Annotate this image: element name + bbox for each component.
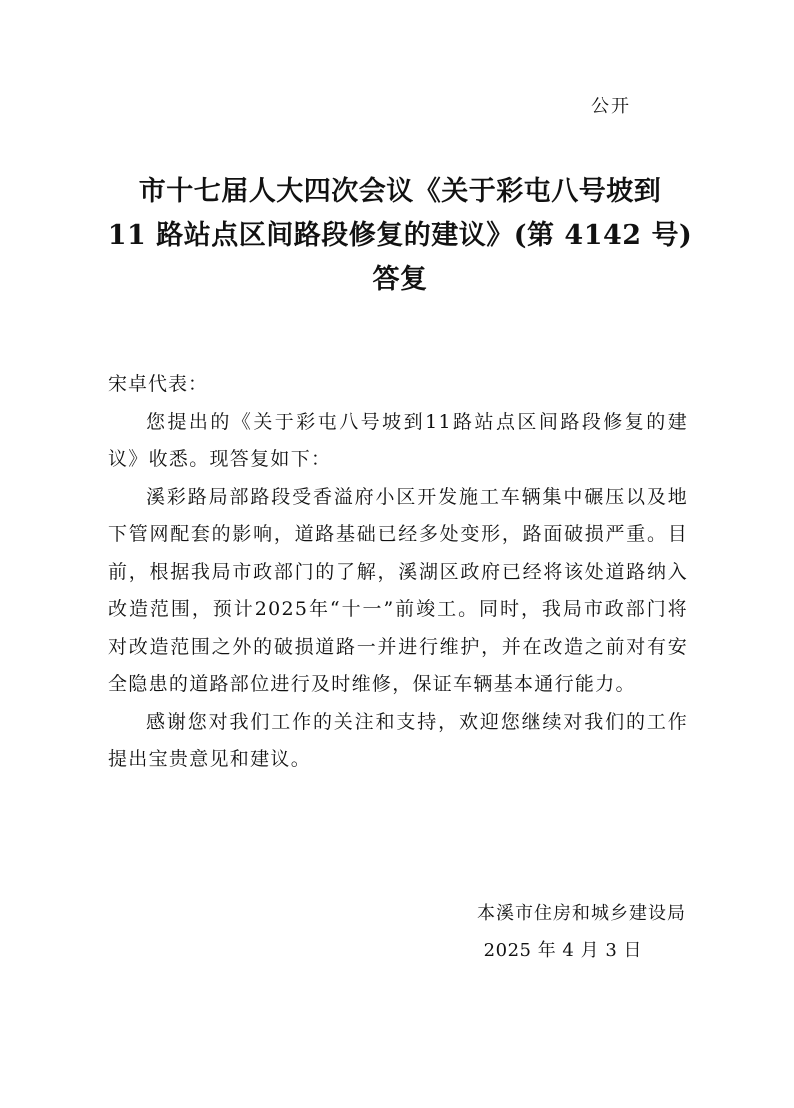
classification-label: 公开 [591, 96, 631, 117]
title-line-1: 市十七届人大四次会议《关于彩屯八号坡到 [138, 176, 662, 207]
paragraph-response: 溪彩路局部路段受香溢府小区开发施工车辆集中碾压以及地下管网配套的影响，道路基础已经多处变形，路面破损严重。目前，根据我局市政部门的了解，溪湖区政府已经将该处道路纳入改造范围，预计2025年“十一”前竣工。同时，我局市政部门将对改造范围之外的破损道路一并进行维护，并在改造之前对有安全隐患的道路部位进行及时维修，保证车辆基本通行能力。 [108, 485, 688, 695]
paragraph-acknowledgement: 您提出的《关于彩屯八号坡到11路站点区间路段修复的建议》收悉。现答复如下： [108, 410, 688, 470]
document-body [108, 366, 688, 779]
signature-block [0, 895, 686, 969]
title-line-2: 11 路站点区间路段修复的建议》(第 4142 号) [107, 220, 693, 251]
signature-organization: 本溪市住房和城乡建设局 [477, 903, 686, 924]
title-line-3: 答复 [372, 264, 428, 295]
paragraph-closing: 感谢您对我们工作的关注和支持，欢迎您继续对我们的工作提出宝贵意见和建议。 [108, 710, 688, 770]
salutation: 宋卓代表： [108, 373, 209, 395]
signature-date: 2025 年 4 月 3 日 [483, 940, 642, 961]
document-title [100, 170, 700, 302]
